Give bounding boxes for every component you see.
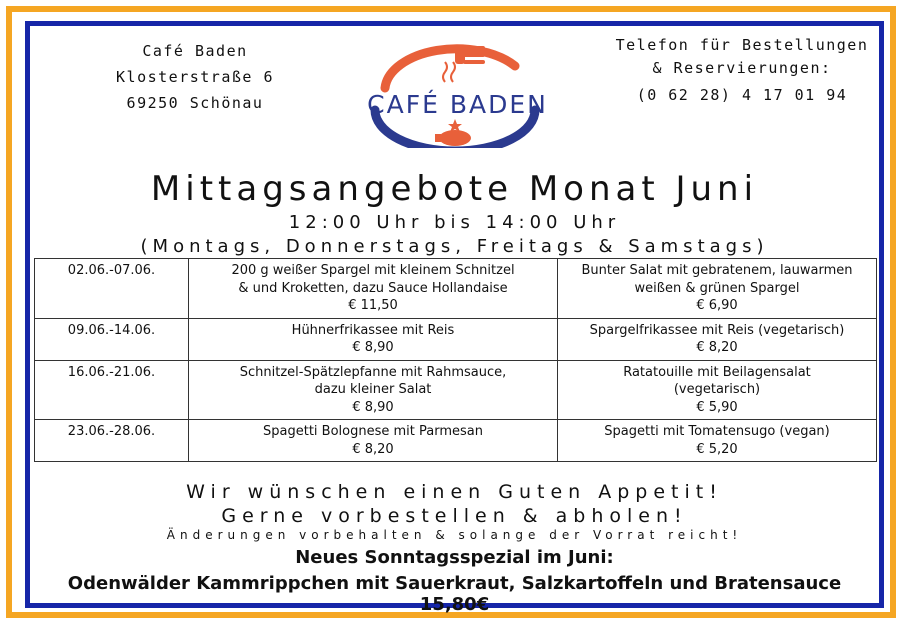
menu-main-dish (189, 420, 558, 462)
dish-price: € 6,90 (696, 298, 738, 313)
dish-line: dazu kleiner Salat (314, 382, 432, 397)
dish-line: Spagetti Bolognese mit Parmesan (263, 424, 483, 439)
menu-date: 09.06.-14.06. (35, 318, 189, 360)
disclaimer-note: Änderungen vorbehalten & solange der Vorrat reicht! (166, 528, 743, 542)
dish-price: € 5,90 (696, 399, 738, 415)
greeting-preorder: Gerne vorbestellen & abholen! (221, 505, 688, 527)
menu-main-dish (189, 259, 558, 319)
table-row (35, 259, 877, 319)
phone-number: (0 62 28) 4 17 01 94 (636, 86, 848, 104)
address-line-name: Café Baden (142, 42, 248, 60)
table-row (35, 420, 877, 462)
menu-alt-dish (558, 259, 877, 319)
dish-line: Spagetti mit Tomatensugo (vegan) (604, 424, 830, 439)
menu-main-dish (189, 318, 558, 360)
dish-price: € 11,50 (348, 298, 398, 313)
dish-price: € 8,20 (696, 340, 738, 355)
cafe-logo (345, 38, 570, 148)
menu-alt-dish (558, 318, 877, 360)
logo-text: CAFÉ BADEN (367, 90, 548, 119)
sunday-special-dish: Odenwälder Kammrippchen mit Sauerkraut, Salzkartoffeln und Bratensauce 15,80€ (67, 573, 842, 615)
dish-line: (vegetarisch) (673, 382, 761, 397)
menu-alt-dish (558, 360, 877, 420)
dish-line: Ratatouille mit Beilagensalat (623, 364, 811, 380)
dish-line: 200 g weißer Spargel mit kleinem Schnitzel (231, 263, 515, 278)
table-row (35, 318, 877, 360)
lunch-menu-table (34, 258, 877, 462)
menu-date: 16.06.-21.06. (35, 360, 189, 420)
opening-hours: 12:00 Uhr bis 14:00 Uhr (288, 212, 621, 233)
address-line-street: Klosterstraße 6 (116, 68, 274, 86)
phone-block (602, 34, 882, 107)
dish-price: € 8,20 (352, 441, 394, 457)
phone-label-2: & Reservierungen: (652, 59, 832, 77)
menu-date: 02.06.-07.06. (35, 259, 189, 319)
dish-price: € 8,90 (352, 399, 394, 415)
address-line-city: 69250 Schönau (126, 94, 264, 112)
inner-blue-frame (25, 21, 884, 615)
menu-alt-dish (558, 420, 877, 462)
table-row (35, 360, 877, 420)
page-title: Mittagsangebote Monat Juni (150, 169, 759, 209)
dish-price: € 8,90 (352, 340, 394, 355)
dish-line: & und Kroketten, dazu Sauce Hollandaise (238, 280, 508, 296)
dish-line: Bunter Salat mit gebratenem, lauwarmen (581, 263, 853, 278)
dish-line: Hühnerfrikassee mit Reis (291, 322, 455, 338)
menu-date: 23.06.-28.06. (35, 420, 189, 462)
dish-line: Spargelfrikassee mit Reis (vegetarisch) (589, 322, 845, 338)
dish-line: weißen & grünen Spargel (634, 280, 800, 296)
cafe-address (100, 38, 290, 116)
phone-label-1: Telefon für Bestellungen (615, 36, 869, 54)
sunday-special-title: Neues Sonntagsspezial im Juni: (295, 547, 614, 568)
dish-price: € 5,20 (696, 441, 738, 457)
greeting-appetite: Wir wünschen einen Guten Appetit! (186, 481, 723, 503)
dish-line: Schnitzel-Spätzlepfanne mit Rahmsauce, (239, 364, 507, 380)
menu-main-dish (189, 360, 558, 420)
opening-days: (Montags, Donnerstags, Freitags & Samstags) (140, 236, 769, 257)
